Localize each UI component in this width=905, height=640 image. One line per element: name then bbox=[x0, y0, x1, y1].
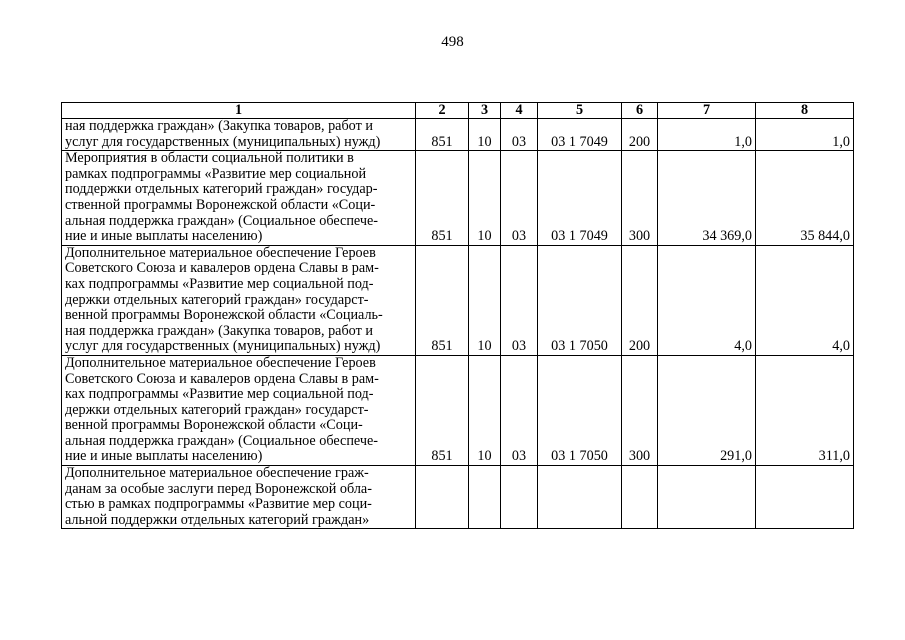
expense-type-cell: 300 bbox=[622, 355, 658, 465]
page-number: 498 bbox=[441, 34, 464, 50]
target-article-cell: 03 1 7050 bbox=[538, 245, 622, 355]
description-line: ная поддержка граждан» (Закупка товаров, работ и bbox=[65, 322, 373, 339]
target-article-cell: 03 1 7049 bbox=[538, 151, 622, 246]
section-cell bbox=[469, 466, 501, 529]
description-line: Мероприятия в области социальной политики в bbox=[65, 150, 354, 167]
budget-table bbox=[61, 102, 854, 529]
subsection-cell: 03 bbox=[501, 151, 538, 246]
target-article-cell: 03 1 7049 bbox=[538, 119, 622, 151]
expense-type-cell: 300 bbox=[622, 151, 658, 246]
section-cell: 10 bbox=[469, 151, 501, 246]
section-cell: 10 bbox=[469, 355, 501, 465]
row-description bbox=[62, 245, 416, 355]
description-line: Дополнительное материальное обеспечение граж- bbox=[65, 465, 369, 482]
amount-col7-cell: 34 369,0 bbox=[658, 151, 756, 246]
description-line: рамках подпрограммы «Развитие мер социальной bbox=[65, 165, 367, 182]
subsection-cell: 03 bbox=[501, 119, 538, 151]
description-line: ная поддержка граждан» (Закупка товаров, работ и bbox=[65, 118, 373, 134]
description-line: стью в рамках подпрограммы «Развитие мер соци- bbox=[65, 496, 372, 513]
expense-type-cell: 200 bbox=[622, 245, 658, 355]
subsection-cell bbox=[501, 466, 538, 529]
amount-col8-cell bbox=[756, 466, 854, 529]
description-line: Дополнительное материальное обеспечение Героев bbox=[65, 354, 376, 371]
col-header-4: 4 bbox=[501, 103, 538, 119]
description-line: поддержки отдельных категорий граждан» государ- bbox=[65, 181, 378, 198]
table-row bbox=[62, 466, 854, 529]
table-row bbox=[62, 119, 854, 151]
description-line: альная поддержка граждан» (Социальное обеспече- bbox=[65, 212, 379, 229]
description-line: Дополнительное материальное обеспечение Героев bbox=[65, 244, 376, 261]
col-header-8: 8 bbox=[756, 103, 854, 119]
amount-col7-cell bbox=[658, 466, 756, 529]
row-description bbox=[62, 466, 416, 529]
target-article-cell bbox=[538, 466, 622, 529]
amount-col7-cell: 4,0 bbox=[658, 245, 756, 355]
ministry-code-cell: 851 bbox=[416, 355, 469, 465]
description-line: данам за особые заслуги перед Воронежской обла- bbox=[65, 480, 372, 497]
description-line: ние и иные выплаты населению) bbox=[65, 228, 263, 245]
subsection-cell: 03 bbox=[501, 355, 538, 465]
description-line: Советского Союза и кавалеров ордена Славы в рам- bbox=[65, 370, 379, 387]
col-header-3: 3 bbox=[469, 103, 501, 119]
description-line: ственной программы Воронежской области «Соци- bbox=[65, 196, 376, 213]
description-line: услуг для государственных (муниципальных) нужд) bbox=[65, 133, 381, 150]
amount-col7-cell: 1,0 bbox=[658, 119, 756, 151]
row-description bbox=[62, 151, 416, 246]
amount-col8-cell: 4,0 bbox=[756, 245, 854, 355]
ministry-code-cell bbox=[416, 466, 469, 529]
description-line: ках подпрограммы «Развитие мер социальной под- bbox=[65, 386, 374, 403]
row-description bbox=[62, 119, 416, 151]
col-header-7: 7 bbox=[658, 103, 756, 119]
col-header-2: 2 bbox=[416, 103, 469, 119]
col-header-1: 1 bbox=[62, 103, 416, 119]
description-line: держки отдельных категорий граждан» государст- bbox=[65, 291, 369, 308]
ministry-code-cell: 851 bbox=[416, 151, 469, 246]
amount-col8-cell: 311,0 bbox=[756, 355, 854, 465]
description-line: ние и иные выплаты населению) bbox=[65, 448, 263, 465]
expense-type-cell bbox=[622, 466, 658, 529]
expense-type-cell: 200 bbox=[622, 119, 658, 151]
amount-col8-cell: 35 844,0 bbox=[756, 151, 854, 246]
amount-col8-cell: 1,0 bbox=[756, 119, 854, 151]
header-row bbox=[62, 103, 854, 119]
description-line: Советского Союза и кавалеров ордена Славы в рам- bbox=[65, 260, 379, 277]
amount-col7-cell: 291,0 bbox=[658, 355, 756, 465]
target-article-cell: 03 1 7050 bbox=[538, 355, 622, 465]
description-line: услуг для государственных (муниципальных) нужд) bbox=[65, 338, 381, 355]
col-header-6: 6 bbox=[622, 103, 658, 119]
table-row bbox=[62, 245, 854, 355]
section-cell: 10 bbox=[469, 245, 501, 355]
ministry-code-cell: 851 bbox=[416, 245, 469, 355]
row-description bbox=[62, 355, 416, 465]
table-row bbox=[62, 355, 854, 465]
col-header-5: 5 bbox=[538, 103, 622, 119]
description-line: венной программы Воронежской области «Соци- bbox=[65, 417, 363, 434]
description-line: альная поддержка граждан» (Социальное обеспече- bbox=[65, 432, 379, 449]
ministry-code-cell: 851 bbox=[416, 119, 469, 151]
description-line: ках подпрограммы «Развитие мер социальной под- bbox=[65, 275, 374, 292]
table-row bbox=[62, 151, 854, 246]
description-line: держки отдельных категорий граждан» государст- bbox=[65, 401, 369, 418]
section-cell: 10 bbox=[469, 119, 501, 151]
description-line: венной программы Воронежской области «Социаль- bbox=[65, 307, 383, 324]
subsection-cell: 03 bbox=[501, 245, 538, 355]
description-line: альной поддержки отдельных категорий граждан» bbox=[65, 511, 370, 528]
